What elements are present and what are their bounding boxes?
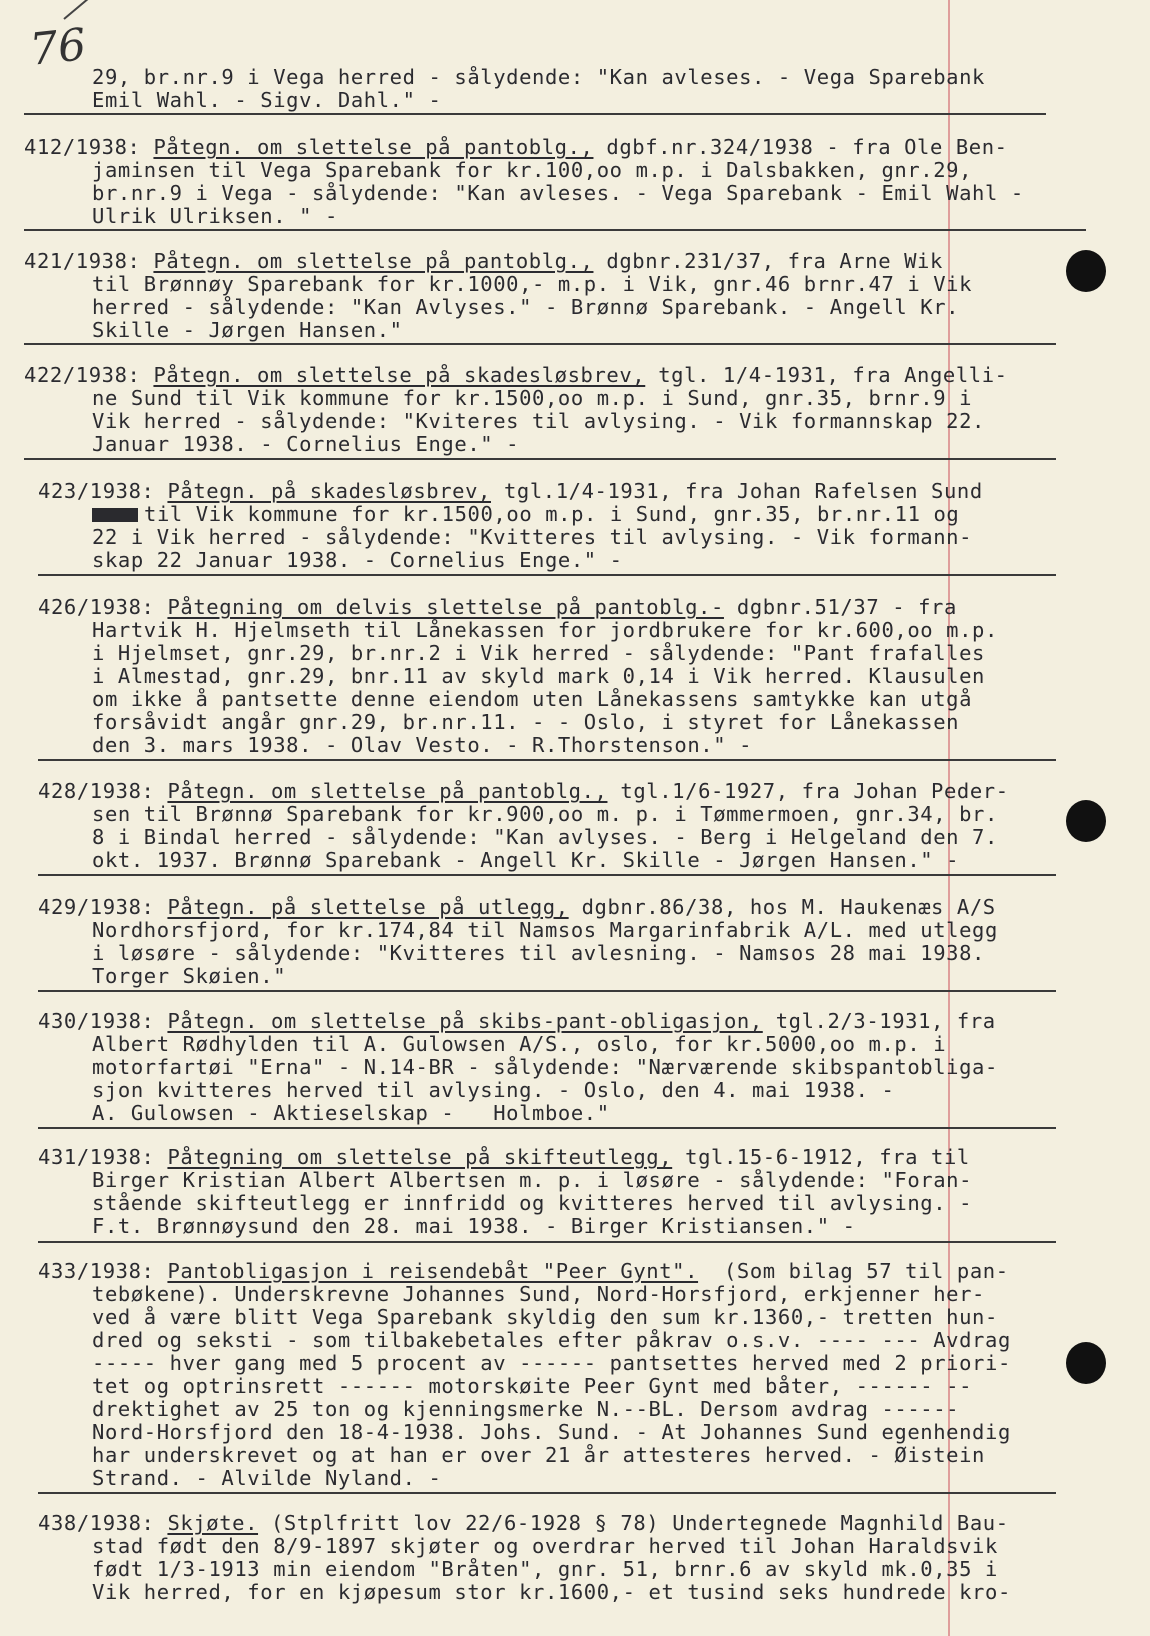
punch-hole-icon bbox=[1066, 800, 1106, 842]
entry-first-line bbox=[38, 1010, 996, 1033]
entry-line: (Stplfritt lov 22/6-1928 § 78) Undertegnede Magnhild Bau- bbox=[258, 1511, 1009, 1535]
entry-line: Albert Rødhylden til A. Gulowsen A/S., oslo, for kr.5000,oo m.p. i bbox=[92, 1032, 947, 1056]
entry-divider bbox=[38, 1241, 1056, 1243]
entry-line: ved å være blitt Vega Sparebank skyldig den sum kr.1360,- tretten hun- bbox=[92, 1305, 998, 1329]
entry-line: Skille - Jørgen Hansen." bbox=[92, 318, 403, 342]
entry-line: A. Gulowsen - Aktieselskap - Holmboe." bbox=[92, 1101, 610, 1125]
entry-first-line bbox=[38, 596, 957, 619]
entry-line: herred - sålydende: "Kan Avlyses." - Brønnø Sparebank. - Angell Kr. bbox=[92, 295, 960, 319]
entry-first-line bbox=[38, 1512, 1009, 1535]
entry-divider bbox=[24, 343, 1056, 345]
entry-id: 426/1938: bbox=[38, 595, 155, 619]
overtyped-mark bbox=[92, 508, 138, 522]
entry-line: dred og seksti - som tilbakebetales efter påkrav o.s.v. ---- --- Avdrag bbox=[92, 1328, 1011, 1352]
entry-line: til Vik kommune for kr.1500,oo m.p. i Sund, gnr.35, br.nr.11 og bbox=[92, 503, 959, 526]
entry-line: stad født den 8/9-1897 skjøter og overdrar herved til Johan Haraldsvik bbox=[92, 1534, 998, 1558]
entry-id: 430/1938: bbox=[38, 1009, 155, 1033]
entry-line: tgl.1/4-1931, fra Johan Rafelsen Sund bbox=[491, 479, 983, 503]
entry-line: Ulrik Ulriksen. " - bbox=[92, 204, 338, 228]
entry-heading: Skjøte. bbox=[167, 1511, 259, 1535]
entry-line: ne Sund til Vik kommune for kr.1500,oo m.p. i Sund, gnr.35, brnr.9 i bbox=[92, 386, 973, 410]
entry-line: tgl.15-6-1912, fra til bbox=[672, 1145, 970, 1169]
entry-divider bbox=[38, 874, 1056, 876]
entry-heading: Påtegn. om slettelse på pantoblg., bbox=[153, 249, 594, 273]
entry-divider bbox=[38, 1492, 1056, 1494]
entry-id: 421/1938: bbox=[24, 249, 141, 273]
entry-line: F.t. Brønnøysund den 28. mai 1938. - Birger Kristiansen." - bbox=[92, 1214, 856, 1238]
entry-line: har underskrevet og at han er over 21 år attesteres herved. - Øistein bbox=[92, 1443, 986, 1467]
entry-line: sen til Brønnø Sparebank for kr.900,oo m. p. i Tømmermoen, gnr.34, br. bbox=[92, 802, 998, 826]
entry-id: 422/1938: bbox=[24, 363, 141, 387]
entry-line: dgbnr.51/37 - fra bbox=[723, 595, 957, 619]
entry-heading: Påtegning om delvis slettelse på pantoblg.- bbox=[167, 595, 724, 619]
entry-line: dgbf.nr.324/1938 - fra Ole Ben- bbox=[593, 135, 1008, 159]
entry-heading: Påtegn. om slettelse på skibs-pant-obligasjon, bbox=[167, 1009, 763, 1033]
entry-line: jaminsen til Vega Sparebank for kr.100,oo m.p. i Dalsbakken, gnr.29, bbox=[92, 158, 973, 182]
entry-id: 431/1938: bbox=[38, 1145, 155, 1169]
entry-heading: Påtegn. om slettelse på skadesløsbrev, bbox=[153, 363, 646, 387]
entry-heading: Påtegn. på slettelse på utlegg, bbox=[167, 895, 569, 919]
entry-heading: Påtegning om slettelse på skifteutlegg, bbox=[167, 1145, 673, 1169]
entry-id: 428/1938: bbox=[38, 779, 155, 803]
entry-first-line bbox=[24, 136, 1008, 159]
punch-hole-icon bbox=[1066, 1342, 1106, 1384]
entry-id: 438/1938: bbox=[38, 1511, 155, 1535]
page-number: 76 bbox=[27, 19, 89, 76]
entry-line: Vik herred, for en kjøpesum stor kr.1600,- et tusind seks hundrede kro- bbox=[92, 1580, 1011, 1604]
entry-line: den 3. mars 1938. - Olav Vesto. - R.Thorstenson." - bbox=[92, 733, 753, 757]
entry-line: tet og optrinsrett ------ motorskøite Peer Gynt med båter, ------ -- bbox=[92, 1374, 973, 1398]
entry-divider bbox=[24, 458, 1056, 460]
entry-heading: Påtegn. om slettelse på pantoblg., bbox=[153, 135, 594, 159]
entry-line: Hartvik H. Hjelmseth til Lånekassen for jordbrukere for kr.600,oo m.p. bbox=[92, 618, 998, 642]
entry-heading: Påtegn. om slettelse på pantoblg., bbox=[167, 779, 608, 803]
entry-line: forsåvidt angår gnr.29, br.nr.11. - - Oslo, i styret for Lånekassen bbox=[92, 710, 960, 734]
entry-first-line bbox=[24, 250, 943, 273]
entry-line: tgl.1/6-1927, fra Johan Peder- bbox=[607, 779, 1009, 803]
punch-hole-icon bbox=[1066, 250, 1106, 292]
entry-first-line bbox=[38, 1260, 1009, 1283]
entry-first-line bbox=[38, 780, 1009, 803]
entry-line: Januar 1938. - Cornelius Enge." - bbox=[92, 432, 520, 456]
entry-line: dgbnr.231/37, fra Arne Wik bbox=[593, 249, 943, 273]
entry-line: 29, br.nr.9 i Vega herred - sålydende: "Kan avleses. - Vega Sparebank bbox=[92, 65, 986, 89]
entry-line: 22 i Vik herred - sålydende: "Kvitteres til avlysing. - Vik formann- bbox=[92, 525, 973, 549]
entry-line: sjon kvitteres herved til avlysing. - Oslo, den 4. mai 1938. - bbox=[92, 1078, 895, 1102]
entry-line: ----- hver gang med 5 procent av ------ pantsettes herved med 2 priori- bbox=[92, 1351, 1011, 1375]
entry-line: i Hjelmset, gnr.29, br.nr.2 i Vik herred - sålydende: "Pant frafalles bbox=[92, 641, 986, 665]
entry-first-line bbox=[38, 1146, 970, 1169]
entry-divider bbox=[38, 1127, 1056, 1129]
entry-line: Birger Kristian Albert Albertsen m. p. i løsøre - sålydende: "Foran- bbox=[92, 1168, 973, 1192]
pen-stroke bbox=[63, 0, 110, 20]
entry-first-line bbox=[24, 364, 1008, 387]
entry-line: drektighet av 25 ton og kjenningsmerke N.--BL. Dersom avdrag ------ bbox=[92, 1397, 960, 1421]
entry-line: født 1/3-1913 min eiendom "Bråten", gnr. 51, brnr.6 av skyld mk.0,35 i bbox=[92, 1557, 998, 1581]
entry-id: 433/1938: bbox=[38, 1259, 155, 1283]
entry-line: Emil Wahl. - Sigv. Dahl." - bbox=[92, 88, 442, 112]
entry-line: Torger Skøien." bbox=[92, 964, 287, 988]
entry-divider bbox=[38, 574, 1056, 576]
entry-line: (Som bilag 57 til pan- bbox=[698, 1259, 1009, 1283]
entry-line: okt. 1937. Brønnø Sparebank - Angell Kr. Skille - Jørgen Hansen." - bbox=[92, 848, 960, 872]
entry-line: til Brønnøy Sparebank for kr.1000,- m.p. i Vik, gnr.46 brnr.47 i Vik bbox=[92, 272, 973, 296]
entry-id: 412/1938: bbox=[24, 135, 141, 159]
entry-line: Nordhorsfjord, for kr.174,84 til Namsos Margarinfabrik A/L. med utlegg bbox=[92, 918, 998, 942]
entry-line: br.nr.9 i Vega - sålydende: "Kan avleses. - Vega Sparebank - Emil Wahl - bbox=[92, 181, 1024, 205]
entry-divider bbox=[38, 990, 1056, 992]
entry-line: motorfartøi "Erna" - N.14-BR - sålydende: "Nærværende skibspantobliga- bbox=[92, 1055, 998, 1079]
entry-id: 429/1938: bbox=[38, 895, 155, 919]
entry-first-line bbox=[38, 896, 996, 919]
entry-line: 8 i Bindal herred - sålydende: "Kan avlyses. - Berg i Helgeland den 7. bbox=[92, 825, 998, 849]
entry-divider bbox=[38, 759, 1056, 761]
entry-line: tgl.2/3-1931, fra bbox=[762, 1009, 996, 1033]
entry-line: stående skifteutlegg er innfridd og kvitteres herved til avlysing. - bbox=[92, 1191, 973, 1215]
entry-line: dgbnr.86/38, hos M. Haukenæs A/S bbox=[568, 895, 996, 919]
entry-first-line bbox=[38, 480, 983, 503]
entry-heading: Pantobligasjon i reisendebåt "Peer Gynt". bbox=[167, 1259, 699, 1283]
entry-line: tebøkene). Underskrevne Johannes Sund, Nord-Horsfjord, erkjenner her- bbox=[92, 1282, 986, 1306]
entry-line: Nord-Horsfjord den 18-4-1938. Johs. Sund. - At Johannes Sund egenhendig bbox=[92, 1420, 1011, 1444]
entry-line: Strand. - Alvilde Nyland. - bbox=[92, 1466, 442, 1490]
entry-line: Vik herred - sålydende: "Kviteres til avlysing. - Vik formannskap 22. bbox=[92, 409, 986, 433]
entry-line: skap 22 Januar 1938. - Cornelius Enge." - bbox=[92, 548, 623, 572]
entry-id: 423/1938: bbox=[38, 479, 155, 503]
entry-heading: Påtegn. på skadesløsbrev, bbox=[167, 479, 491, 503]
entry-divider bbox=[24, 113, 1046, 115]
entry-line: tgl. 1/4-1931, fra Angelli- bbox=[645, 363, 1008, 387]
entry-line: om ikke å pantsette denne eiendom uten Lånekassens samtykke kan utgå bbox=[92, 687, 973, 711]
entry-divider bbox=[24, 229, 1086, 231]
entry-line: i løsøre - sålydende: "Kvitteres til avlesning. - Namsos 28 mai 1938. bbox=[92, 941, 986, 965]
entry-line: i Almestad, gnr.29, bnr.11 av skyld mark 0,14 i Vik herred. Klausulen bbox=[92, 664, 986, 688]
